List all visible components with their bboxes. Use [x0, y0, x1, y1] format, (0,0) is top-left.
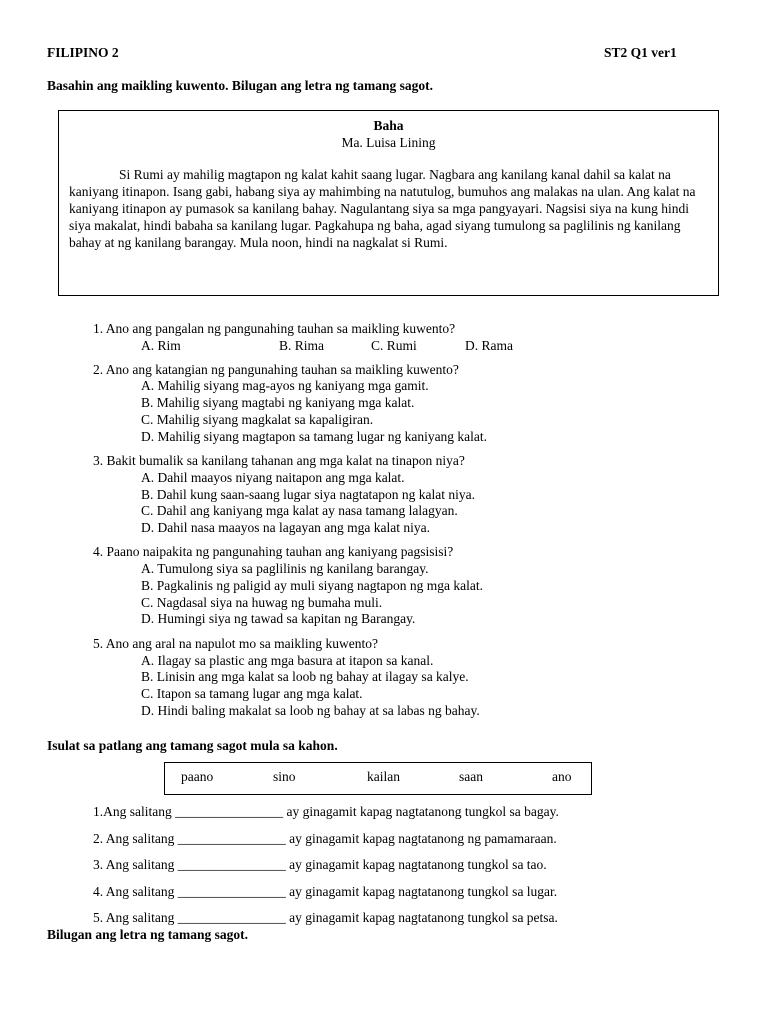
q2-choice-a[interactable]: A. Mahilig siyang mag-ayos ng kaniyang mga gamit. — [141, 378, 429, 393]
q1-choice-a[interactable]: A. Rim — [141, 338, 181, 353]
q4-choice-d[interactable]: D. Humingi siya ng tawad sa kapitan ng Barangay. — [141, 611, 416, 626]
q4-choice-c[interactable]: C. Nagdasal siya na huwag ng bumaha muli. — [141, 595, 383, 610]
question-2: 2. Ano ang katangian ng pangunahing tauhan sa maikling kuwento? — [93, 362, 459, 377]
word-box — [164, 762, 592, 795]
q2-choice-b[interactable]: B. Mahilig siyang magtabi ng kaniyang mga kalat. — [141, 395, 415, 410]
word-ano: ano — [552, 769, 572, 784]
word-kailan: kailan — [367, 769, 400, 784]
fill-item-4[interactable]: 4. Ang salitang ________________ ay ginagamit kapag nagtatanong tungkol sa lugar. — [93, 884, 558, 899]
question-3: 3. Bakit bumalik sa kanilang tahanan ang mga kalat na tinapon niya? — [93, 453, 465, 468]
q5-choice-b[interactable]: B. Linisin ang mga kalat sa loob ng bahay at ilagay sa kalye. — [141, 669, 469, 684]
fill-instruction: Isulat sa patlang ang tamang sagot mula sa kahon. — [47, 738, 338, 753]
q2-choice-c[interactable]: C. Mahilig siyang magkalat sa kapaligiran. — [141, 412, 374, 427]
fill-item-3[interactable]: 3. Ang salitang ________________ ay ginagamit kapag nagtatanong tungkol sa tao. — [93, 857, 547, 872]
question-5: 5. Ano ang aral na napulot mo sa maikling kuwento? — [93, 636, 378, 651]
q4-choice-b[interactable]: B. Pagkalinis ng paligid ay muli siyang nagtapon ng mga kalat. — [141, 578, 483, 593]
q3-choice-a[interactable]: A. Dahil maayos niyang naitapon ang mga kalat. — [141, 470, 405, 485]
fill-item-1[interactable]: 1.Ang salitang ________________ ay ginagamit kapag nagtatanong tungkol sa bagay. — [93, 804, 559, 819]
q2-choice-d[interactable]: D. Mahilig siyang magtapon sa tamang lugar ng kaniyang kalat. — [141, 429, 488, 444]
fill-item-5[interactable]: 5. Ang salitang ________________ ay ginagamit kapag nagtatanong tungkol sa petsa. — [93, 910, 558, 925]
word-sino: sino — [273, 769, 296, 784]
q5-choice-c[interactable]: C. Itapon sa tamang lugar ang mga kalat. — [141, 686, 363, 701]
word-paano: paano — [181, 769, 214, 784]
test-code: ST2 Q1 ver1 — [604, 45, 677, 60]
story-author: Ma. Luisa Lining — [341, 135, 436, 150]
fill-item-2[interactable]: 2. Ang salitang ________________ ay ginagamit kapag nagtatanong ng pamamaraan. — [93, 831, 557, 846]
q1-choice-c[interactable]: C. Rumi — [371, 338, 417, 353]
q3-choice-d[interactable]: D. Dahil nasa maayos na lagayan ang mga kalat niya. — [141, 520, 431, 535]
circle-instruction: Bilugan ang letra ng tamang sagot. — [47, 927, 249, 942]
story-text: Si Rumi ay mahilig magtapon ng kalat kahit saang lugar. Nagbara ang kanilang kanal dahil sa kalat na kaniyang itinapon. Isang gabi, habang siya ay mahimbing na natutulog, bumuhos ang malakas na ulan. Ang kalat na kaniyang itinapon ay pumasok sa kanilang bahay. Nagulantang siya sa mga pangyayari. Nagsisi siya na kung hindi siya makalat, hindi babaha sa kanilang lugar. Pagkahupa ng baha, agad siyang tumulong sa paglilinis ng kanilang bahay at ng kanilang barangay. Mula noon, hindi na nagkalat si Rumi. — [69, 167, 696, 250]
q3-choice-b[interactable]: B. Dahil kung saan-saang lugar siya nagtatapon ng kalat niya. — [141, 487, 476, 502]
q1-choice-d[interactable]: D. Rama — [465, 338, 513, 353]
story-title: Baha — [373, 118, 404, 133]
reading-instruction: Basahin ang maikling kuwento. Bilugan ang letra ng tamang sagot. — [47, 78, 433, 93]
question-4: 4. Paano naipakita ng pangunahing tauhan ang kaniyang pagsisisi? — [93, 544, 454, 559]
q5-choice-a[interactable]: A. Ilagay sa plastic ang mga basura at itapon sa kanal. — [141, 653, 434, 668]
q4-choice-a[interactable]: A. Tumulong siya sa paglilinis ng kanilang barangay. — [141, 561, 429, 576]
q3-choice-c[interactable]: C. Dahil ang kaniyang mga kalat ay nasa tamang lalagyan. — [141, 503, 458, 518]
subject-header: FILIPINO 2 — [47, 45, 119, 60]
q5-choice-d[interactable]: D. Hindi baling makalat sa loob ng bahay at sa labas ng bahay. — [141, 703, 480, 718]
word-saan: saan — [459, 769, 483, 784]
story-box — [58, 110, 719, 296]
q1-choice-b[interactable]: B. Rima — [279, 338, 325, 353]
question-1: 1. Ano ang pangalan ng pangunahing tauhan sa maikling kuwento? — [93, 321, 456, 336]
